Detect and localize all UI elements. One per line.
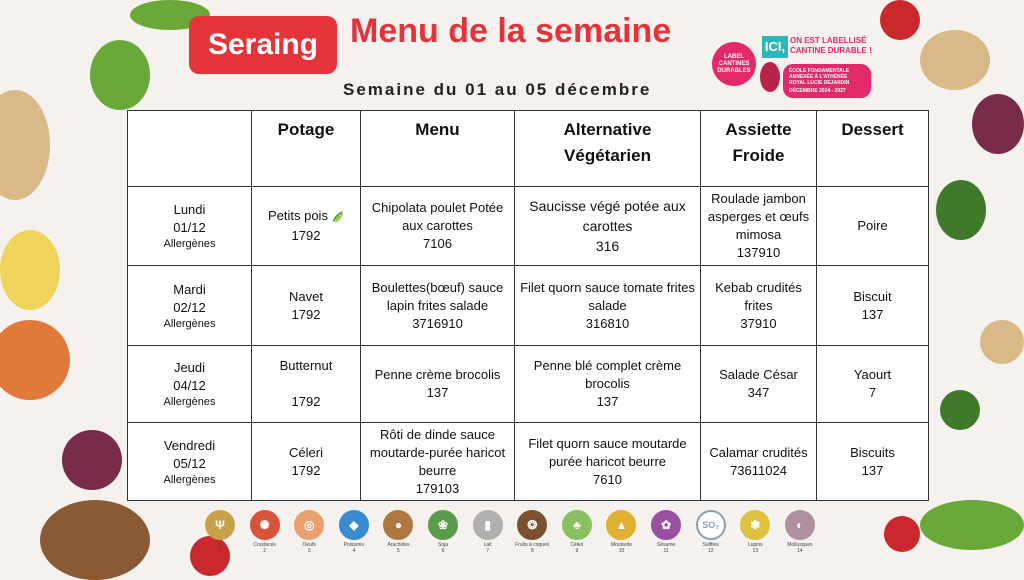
potage-allergen-code: 1792 (291, 394, 321, 409)
dessert-name: Yaourt (853, 367, 892, 382)
allergen-item (334, 510, 374, 570)
menu-dish: Boulettes(bœuf) sauce lapin frites salade (371, 279, 504, 313)
allergen-item (691, 510, 731, 570)
header-menu: Menu (361, 111, 515, 187)
header-empty (128, 111, 252, 187)
allergen-item (646, 510, 686, 570)
day-date: 04/12 (173, 378, 206, 393)
table-row (128, 266, 929, 346)
header-dessert: Dessert (817, 111, 929, 187)
cold-allergen-code: 137910 (736, 245, 781, 260)
school-label (783, 64, 871, 98)
dessert-cell (817, 266, 929, 346)
banana-decoration (0, 230, 60, 310)
allergen-number: 3 (307, 548, 311, 554)
day-name: Vendredi (163, 437, 216, 453)
city-badge: Seraing (189, 16, 337, 74)
school-name: ÉCOLE FONDAMENTALE ANNEXÉE À L'ATHÉNÉE ROYAL LUCIE DEJARDIN (789, 68, 850, 86)
allergen-number: 14 (797, 548, 803, 554)
veg-allergen-code: 316810 (585, 315, 630, 331)
veg-dish: Filet quorn sauce moutarde purée haricot beurre (528, 435, 687, 469)
veg-allergen-code: 7610 (593, 471, 622, 487)
table-header-row (128, 111, 929, 187)
ici-logo: ICI, (762, 36, 788, 58)
allergen-item (245, 510, 285, 570)
allergen-item (557, 510, 597, 570)
week-subtitle: Semaine du 01 au 05 décembre (343, 80, 652, 99)
cold-dish: Roulade jambon asperges et œufs mimosa (707, 191, 810, 242)
day-date: 01/12 (173, 220, 206, 235)
header-potage: Potage (252, 111, 361, 187)
allergen-item (468, 510, 508, 570)
day-cell (128, 266, 252, 346)
pea-pod-icon: 🫛 (331, 212, 345, 223)
allergen-name: Sulfites (702, 542, 719, 548)
allergen-item (423, 510, 463, 570)
allergen-item (601, 510, 641, 570)
header-vegetarien: Alternative Végétarien (515, 111, 701, 187)
label-circle-text: LABEL CANTINES DURABLES (717, 53, 751, 74)
onion-decoration (62, 430, 122, 490)
sesame-icon: ✿ (651, 510, 681, 540)
potage-cell (252, 423, 361, 501)
allergen-number: 6 (441, 548, 445, 554)
potage-allergen-code: 1792 (291, 306, 321, 322)
vegetarian-cell (515, 187, 701, 266)
dessert-allergen-code: 137 (861, 306, 884, 322)
veg-dish: Filet quorn sauce tomate frites salade (520, 279, 695, 313)
cold-plate-cell (701, 187, 817, 266)
potage-name: Navet (289, 288, 323, 304)
broccoli-decoration (936, 180, 986, 240)
allergen-number: 10 (618, 548, 625, 554)
cold-allergen-code: 73611024 (730, 462, 787, 478)
menu-cell (361, 266, 515, 346)
potage-name: Petits pois (267, 208, 328, 223)
allergen-number: 11 (663, 548, 669, 554)
dessert-cell (817, 423, 929, 501)
day-name: Jeudi (173, 360, 206, 375)
shell-icon: ◐ (785, 510, 815, 540)
cold-dish: Kebab crudités frites (715, 279, 802, 313)
allergen-name: Crustacés (253, 542, 276, 548)
header-assiette-froide: Assiette Froide (701, 111, 817, 187)
soy-icon: ❀ (428, 510, 458, 540)
allergen-item (735, 510, 775, 570)
cold-dish: Salade César (719, 367, 798, 382)
allergens-label: Allergènes (163, 238, 216, 250)
allergens-label: Allergènes (163, 396, 216, 408)
day-name: Mardi (173, 281, 206, 297)
allergen-name: Moutarde (610, 542, 633, 548)
tomato-top-right-decoration (880, 0, 920, 40)
dessert-allergen-code: 7 (868, 385, 877, 400)
mushroom-decoration (980, 320, 1024, 364)
cold-allergen-code: 347 (747, 385, 770, 400)
tomato-bottom-right-decoration (884, 516, 920, 552)
allergen-item (512, 510, 552, 570)
allergen-item (200, 510, 240, 570)
allergen-name: Poissons (343, 542, 364, 548)
allergen-name: Lait (483, 542, 492, 548)
allergens-label: Allergènes (163, 317, 216, 330)
labellise-text: ON EST LABELLISÉ CANTINE DURABLE ! (790, 36, 872, 55)
egg-icon: ◎ (294, 510, 324, 540)
menu-allergen-code: 3716910 (412, 315, 463, 331)
celery-icon: ♣ (562, 510, 592, 540)
nut-icon: ❂ (517, 510, 547, 540)
vegetarian-cell (515, 346, 701, 423)
allergen-number: 13 (752, 548, 759, 554)
so2-icon: SO₂ (696, 510, 726, 540)
allergen-item (780, 510, 820, 570)
cold-plate-cell (701, 346, 817, 423)
allergen-number: 5 (397, 548, 400, 554)
table-row (128, 423, 929, 501)
allergen-legend (200, 510, 820, 570)
allergen-name: Fruits à coques (515, 542, 550, 548)
onion-right-decoration (972, 94, 1024, 154)
cucumber-decoration (90, 40, 150, 110)
table-row (128, 187, 929, 266)
day-date: 05/12 (173, 455, 206, 471)
cold-plate-cell (701, 266, 817, 346)
allergen-name: Céleri (570, 542, 584, 548)
wheat-icon: Ψ (205, 510, 235, 540)
page-title: Menu de la semaine (350, 12, 672, 50)
menu-dish: Chipolata poulet Potée aux carottes (371, 200, 504, 233)
broccoli-right-decoration (940, 390, 980, 430)
menu-dish: Penne crème brocolis (374, 367, 501, 382)
crab-icon: ✺ (250, 510, 280, 540)
veg-dish: Penne blé complet crème brocolis (533, 358, 682, 391)
potage-cell (252, 266, 361, 346)
veg-dish: Saucisse végé potée aux carottes (529, 198, 686, 234)
allergen-item (378, 510, 418, 570)
menu-allergen-code: 179103 (415, 480, 460, 496)
day-cell (128, 423, 252, 501)
day-cell (128, 187, 252, 266)
potato-decoration (40, 500, 150, 580)
allergen-number: 1 (218, 542, 222, 548)
cucumber-bottom-right-decoration (920, 500, 1024, 550)
potage-cell (252, 346, 361, 423)
potage-allergen-code: 1792 (291, 228, 321, 243)
allergen-name: Mollusques (787, 542, 813, 548)
fish-icon: ◆ (339, 510, 369, 540)
cold-plate-cell (701, 423, 817, 501)
peanut-icon: ● (383, 510, 413, 540)
allergen-number: 2 (263, 548, 266, 554)
allergen-number: 12 (707, 548, 714, 554)
menu-allergen-code: 137 (426, 385, 449, 400)
veg-allergen-code: 137 (596, 394, 619, 409)
menu-dish: Rôti de dinde sauce moutarde-purée haricot beurre (369, 426, 506, 478)
day-name: Lundi (173, 202, 206, 217)
allergen-name: Sésame (656, 542, 676, 548)
dessert-name: Biscuits (850, 444, 895, 460)
lentil-bowl-decoration (0, 320, 70, 400)
beet-icon (760, 62, 780, 92)
chickpea-bowl-decoration (0, 90, 50, 200)
dessert-name: Poire (857, 218, 888, 233)
allergen-name: Arachides (387, 542, 410, 548)
menu-table (127, 110, 929, 501)
table-row (128, 346, 929, 423)
dessert-name: Biscuit (853, 288, 892, 304)
allergen-number: 4 (352, 548, 356, 554)
cold-dish: Calamar crudités (709, 444, 808, 460)
vegetarian-cell (515, 423, 701, 501)
potage-name: Butternut (279, 358, 333, 373)
dessert-cell (817, 346, 929, 423)
allergen-name: Oeufs (302, 542, 316, 548)
milk-icon: ▮ (473, 510, 503, 540)
cantines-durables-logo (712, 42, 756, 86)
allergen-number: 8 (530, 548, 534, 554)
menu-cell (361, 423, 515, 501)
potato-top-right-decoration (920, 30, 990, 90)
menu-cell (361, 187, 515, 266)
allergen-name: Lupins (747, 542, 763, 548)
dessert-cell (817, 187, 929, 266)
vegetarian-cell (515, 266, 701, 346)
allergen-number: 7 (486, 548, 490, 554)
potage-allergen-code: 1792 (291, 462, 321, 478)
veg-allergen-code: 316 (595, 238, 620, 254)
allergen-item (289, 510, 329, 570)
day-date: 02/12 (173, 299, 206, 315)
mustard-icon: ▲ (606, 510, 636, 540)
menu-allergen-code: 7106 (423, 236, 452, 251)
day-cell (128, 346, 252, 423)
lupin-icon: ✾ (740, 510, 770, 540)
menu-cell (361, 346, 515, 423)
dessert-allergen-code: 137 (861, 462, 884, 478)
allergens-label: Allergènes (163, 473, 216, 486)
label-period: DÉCEMBRE 2024 - 2027 (789, 88, 846, 94)
potage-cell (252, 187, 361, 266)
potage-name: Céleri (289, 444, 323, 460)
cold-allergen-code: 37910 (740, 315, 777, 331)
allergen-name: Soja (438, 542, 449, 548)
allergen-number: 9 (575, 548, 579, 554)
